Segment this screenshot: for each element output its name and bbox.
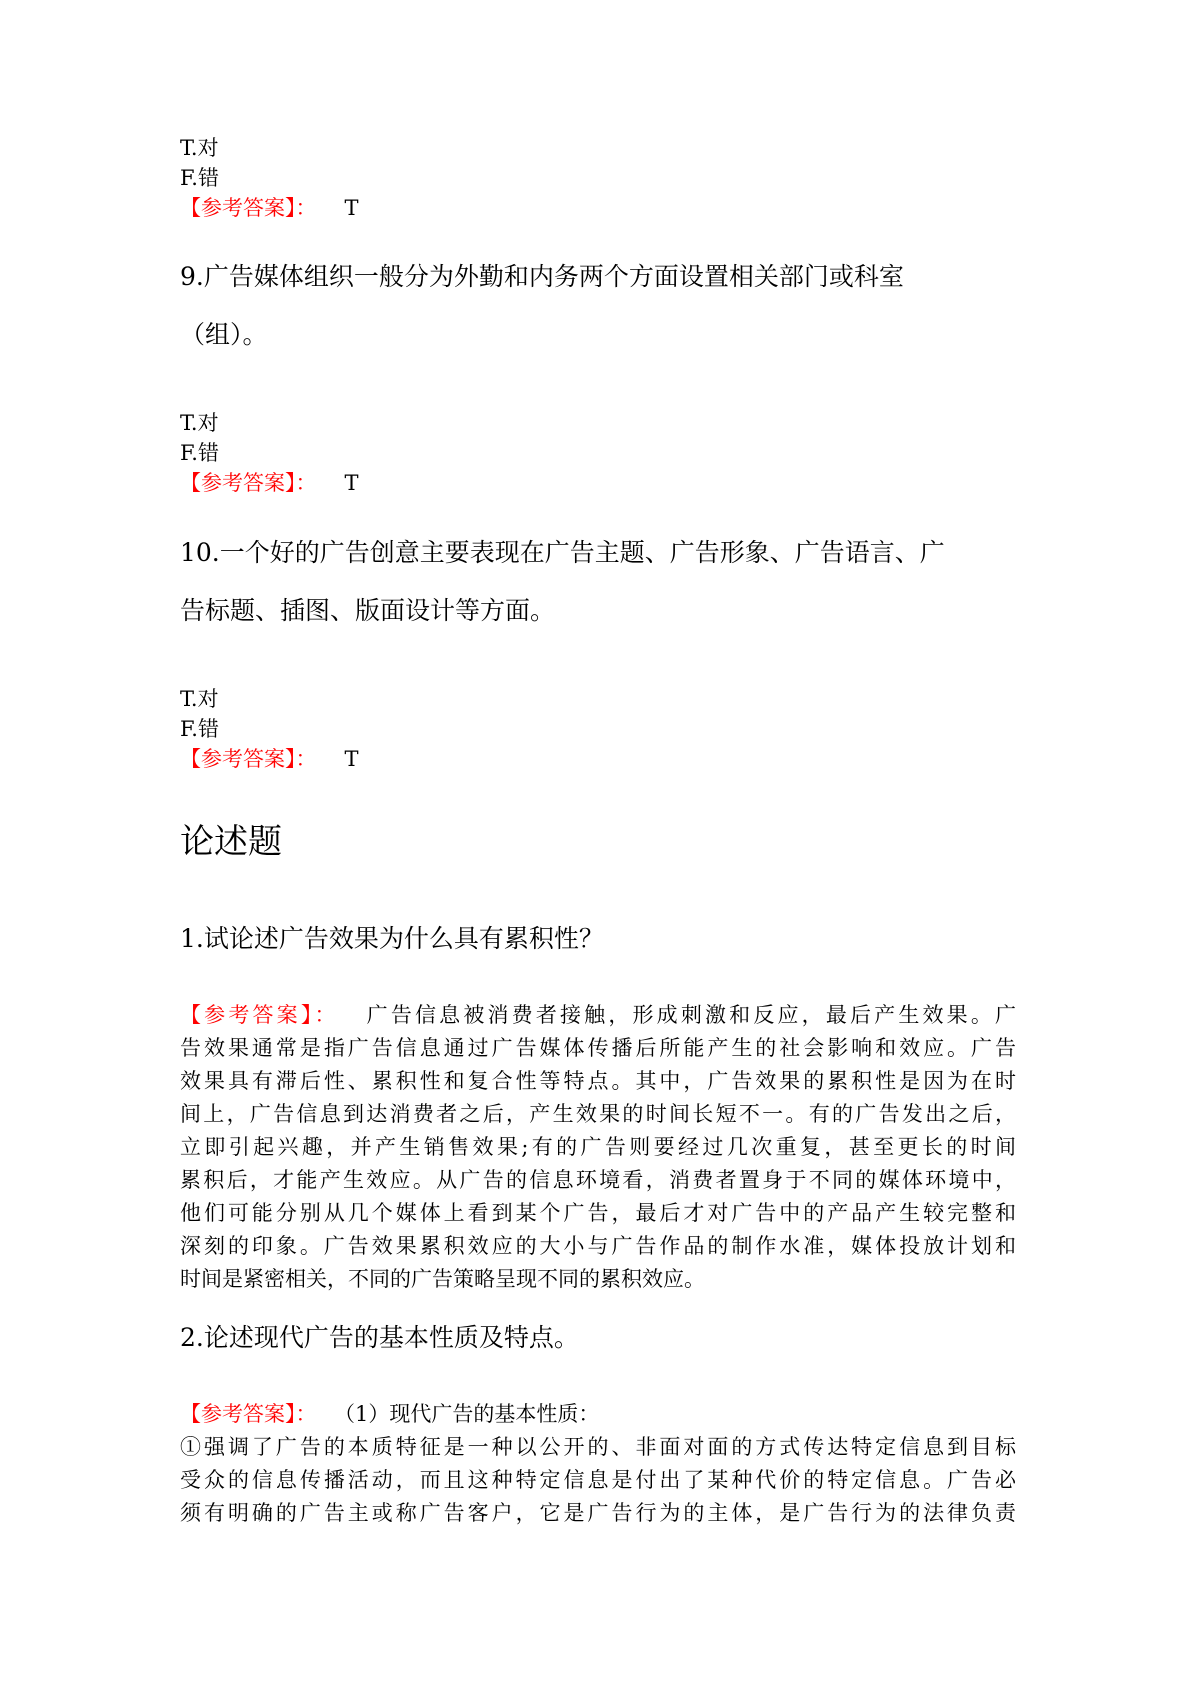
essay1-answer bbox=[180, 999, 1016, 1296]
q10-text-line2: 告标题、插图、版面设计等方面。 bbox=[180, 596, 556, 625]
section-title: 论述题 bbox=[180, 822, 282, 862]
answer-label: 【参考答案】： bbox=[180, 747, 317, 771]
essay2-answer-intro: （1）现代广告的基本性质： bbox=[344, 1402, 600, 1426]
q8-option-true: T.对 bbox=[180, 136, 219, 160]
answer-label: 【参考答案】： bbox=[180, 471, 317, 495]
q9-option-false: F.错 bbox=[180, 441, 219, 465]
essay1-answer-line: 时间是紧密相关，不同的广告策略呈现不同的累积效应。 bbox=[180, 1267, 705, 1291]
essay2-answer bbox=[180, 1398, 1016, 1530]
essay2-question: 2.论述现代广告的基本性质及特点。 bbox=[180, 1323, 579, 1352]
q10-text-line1: 10.一个好的广告创意主要表现在广告主题、广告形象、广告语言、广 bbox=[180, 538, 945, 567]
essay2-answer-line: ①强调了广告的本质特征是一种以公开的、非面对面的方式传达特定信息到目标 bbox=[180, 1435, 1016, 1459]
q10-answer bbox=[180, 745, 359, 773]
q10-option-true: T.对 bbox=[180, 687, 219, 711]
essay1-answer-line bbox=[180, 999, 1016, 1032]
essay1-question: 1.试论述广告效果为什么具有累积性？ bbox=[180, 924, 604, 953]
q9-answer bbox=[180, 469, 359, 497]
answer-value: T bbox=[344, 196, 359, 220]
essay1-answer-line: 累积后，才能产生效应。从广告的信息环境看，消费者置身于不同的媒体环境中， bbox=[180, 1168, 1016, 1192]
essay2-answer-line: 须有明确的广告主或称广告客户，它是广告行为的主体，是广告行为的法律负责 bbox=[180, 1501, 1016, 1525]
essay1-answer-line: 深刻的印象。广告效果累积效应的大小与广告作品的制作水准，媒体投放计划和 bbox=[180, 1234, 1016, 1258]
essay1-answer-line: 他们可能分别从几个媒体上看到某个广告，最后才对广告中的产品产生较完整和 bbox=[180, 1201, 1016, 1225]
answer-value: T bbox=[344, 747, 359, 771]
essay1-answer-line: 效果具有滞后性、累积性和复合性等特点。其中，广告效果的累积性是因为在时 bbox=[180, 1069, 1016, 1093]
answer-label: 【参考答案】： bbox=[180, 1003, 339, 1027]
essay1-answer-line: 告效果通常是指广告信息通过广告媒体传播后所能产生的社会影响和效应。广告 bbox=[180, 1036, 1016, 1060]
q9-text-line1: 9.广告媒体组织一般分为外勤和内务两个方面设置相关部门或科室 bbox=[180, 262, 904, 291]
answer-value: T bbox=[344, 471, 359, 495]
essay1-answer-line: 立即引起兴趣，并产生销售效果;有的广告则要经过几次重复，甚至更长的时间 bbox=[180, 1135, 1016, 1159]
q8-option-false: F.错 bbox=[180, 166, 219, 190]
answer-label: 【参考答案】： bbox=[180, 1402, 317, 1426]
q10-option-false: F.错 bbox=[180, 717, 219, 741]
essay1-answer-line: 间上，广告信息到达消费者之后，产生效果的时间长短不一。有的广告发出之后， bbox=[180, 1102, 1016, 1126]
q9-option-true: T.对 bbox=[180, 411, 219, 435]
essay2-answer-line: 受众的信息传播活动，而且这种特定信息是付出了某种代价的特定信息。广告必 bbox=[180, 1468, 1016, 1492]
q9-text-line2: （组）。 bbox=[180, 320, 268, 349]
essay1-answer-text: 广告信息被消费者接触，形成刺激和反应，最后产生效果。广 bbox=[366, 1003, 1017, 1027]
essay2-answer-line bbox=[180, 1398, 1016, 1431]
answer-label: 【参考答案】： bbox=[180, 196, 317, 220]
q8-answer bbox=[180, 194, 359, 222]
